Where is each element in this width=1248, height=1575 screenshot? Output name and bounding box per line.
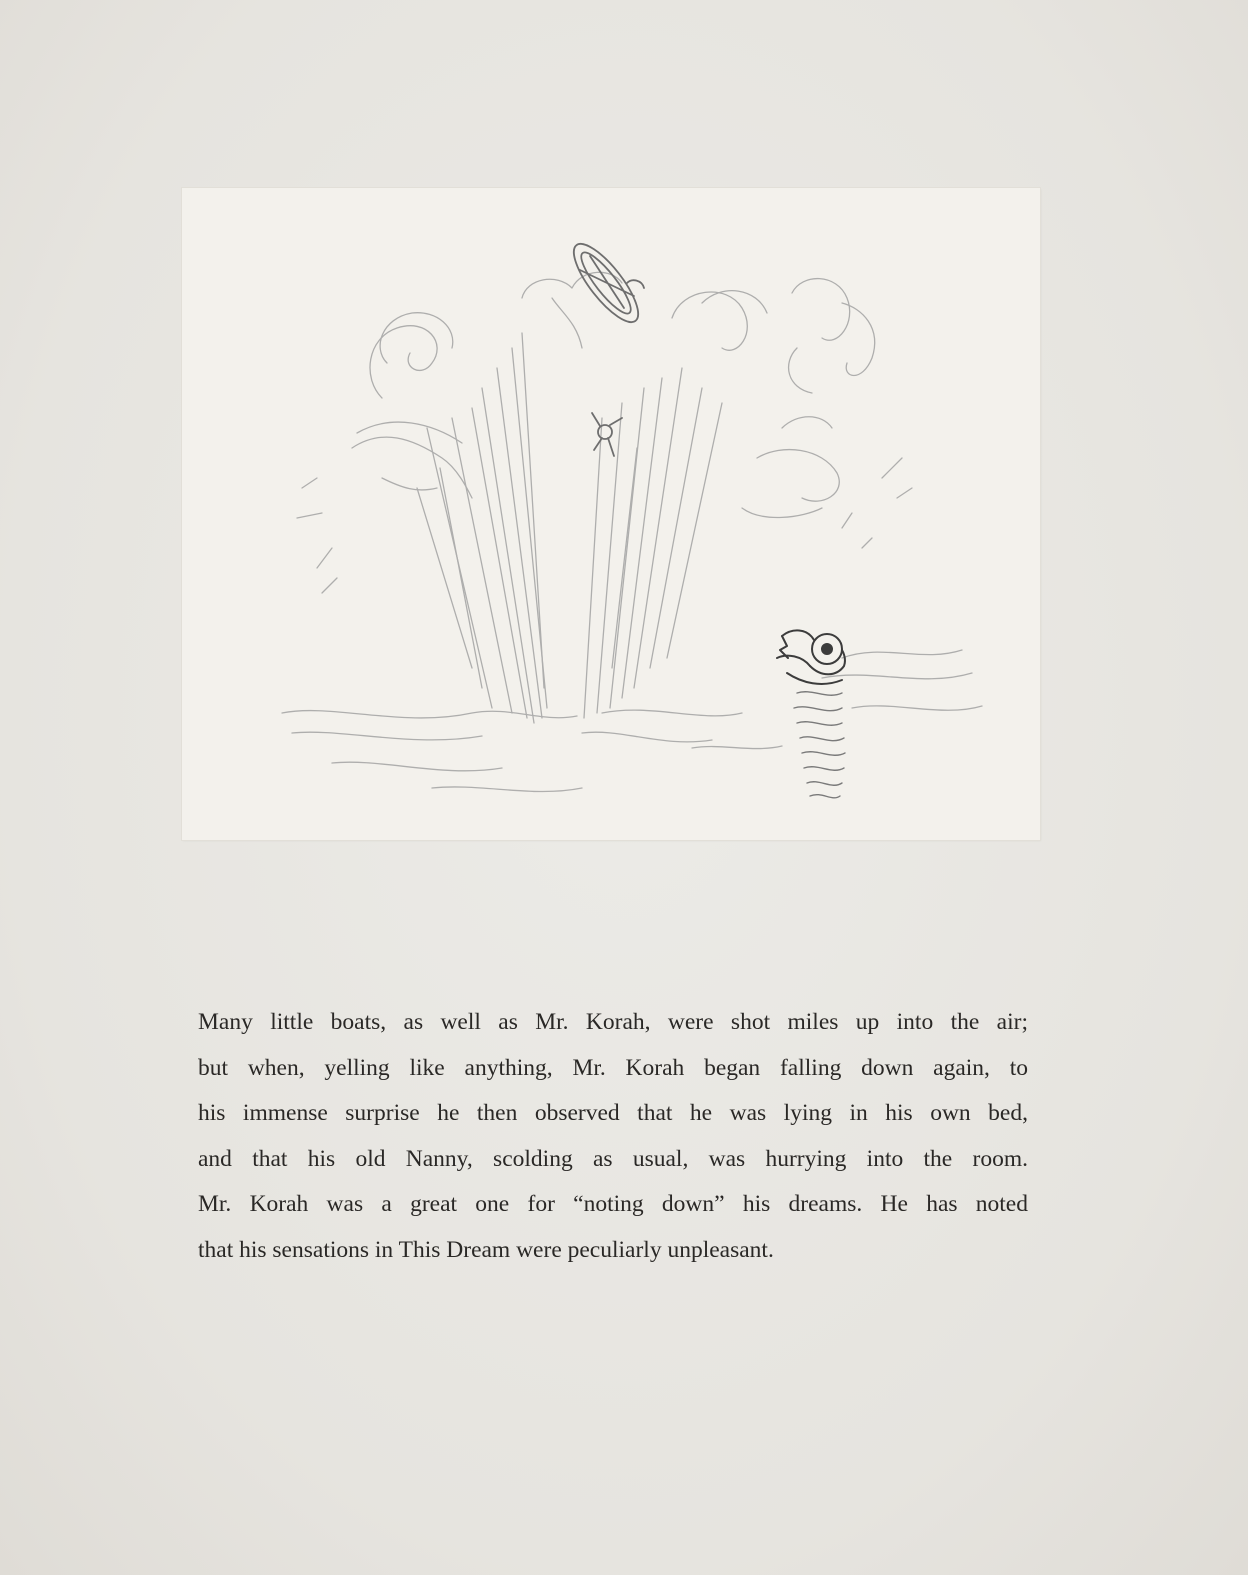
caption-line-4: and that his old Nanny, scolding as usual, was hurrying into the room. [198,1145,1028,1172]
caption-line-5: Mr. Korah was a great one for “noting down” his dreams. He has noted [198,1191,1028,1217]
caption-line-2: but when, yelling like anything, Mr. Korah began falling down again, to [198,1054,1028,1081]
caption-line-1: Many little boats, as well as Mr. Korah, were shot miles up into the air; [198,1009,1028,1035]
story-caption [198,1000,1028,1273]
caption-line-6: that his sensations in This Dream were peculiarly unpleasant. [198,1236,774,1263]
caption-line-3: his immense surprise he then observed that he was lying in his own bed, [198,1100,1028,1126]
pencil-sketch-icon [182,188,1040,840]
illustration-plate [182,188,1040,840]
